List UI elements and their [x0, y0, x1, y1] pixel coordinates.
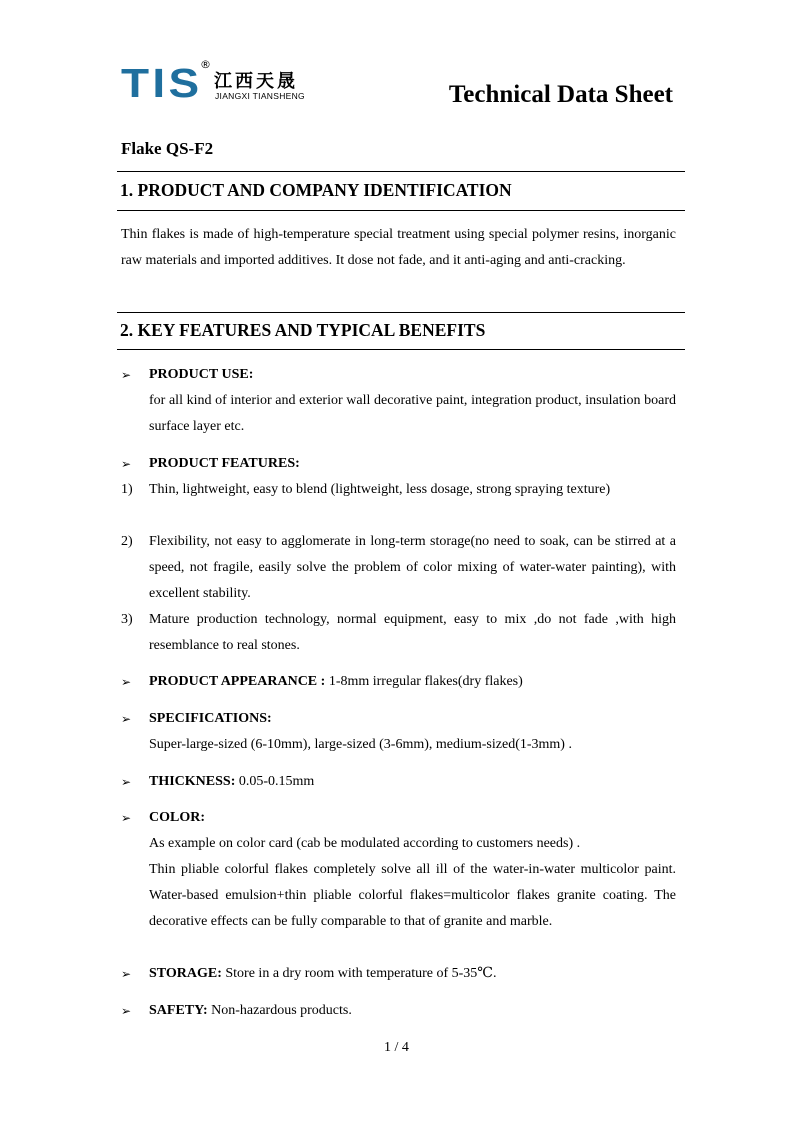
- bullet-arrow-icon: ➢: [121, 712, 132, 726]
- specifications-label: SPECIFICATIONS:: [149, 711, 272, 726]
- storage-item: [121, 961, 676, 987]
- document-title: Technical Data Sheet: [448, 81, 673, 108]
- bullet-arrow-icon: ➢: [121, 775, 132, 789]
- product-appearance-item: [121, 669, 676, 695]
- bullet-arrow-icon: ➢: [121, 967, 132, 981]
- feature-text: Flexibility, not easy to agglomerate in long-term storage(no need to soak, can be stirred at a speed, not fragile, easily solve the problem of color mixing of water-water painting), with excellent stability.: [149, 534, 676, 601]
- storage-label: STORAGE:: [149, 966, 222, 981]
- safety-label: SAFETY:: [149, 1003, 208, 1018]
- color-item: [121, 805, 676, 935]
- product-use-item: [121, 362, 676, 440]
- feature-number: 2): [121, 534, 133, 549]
- thickness-label: THICKNESS:: [149, 774, 236, 789]
- product-appearance-label: PRODUCT APPEARANCE :: [149, 674, 326, 689]
- feature-list-item: [121, 529, 676, 607]
- page-number: 1 / 4: [384, 1040, 409, 1055]
- logo-english-name: JIANGXI TIANSHENG: [215, 91, 305, 101]
- product-features-item: [121, 451, 676, 477]
- product-use-label: PRODUCT USE:: [149, 367, 254, 382]
- product-use-text: for all kind of interior and exterior wall decorative paint, integration product, insulation board surface layer etc.: [149, 393, 676, 434]
- feature-text: Thin, lightweight, easy to blend (lightweight, less dosage, strong spraying texture): [149, 482, 611, 497]
- feature-text: Mature production technology, normal equipment, easy to mix ,do not fade ,with high resemblance to real stones.: [149, 612, 676, 653]
- color-text-2: Thin pliable colorful flakes completely solve all ill of the water-in-water multicolor paint. Water-based emulsion+thin pliable colorful flakes=multicolor flakes granite coating. The decorative effects can be fully comparable to that of granite and marble.: [149, 862, 676, 929]
- color-label: COLOR:: [149, 810, 205, 825]
- feature-number: 1): [121, 482, 133, 497]
- section-1-text: Thin flakes is made of high-temperature special treatment using special polymer resins, inorganic raw materials and imported additives. It dose not fade, and it anti-aging and anti-cracking.: [121, 227, 676, 268]
- logo-letters: TIS: [121, 60, 203, 106]
- storage-text: Store in a dry room with temperature of 5-35℃.: [221, 966, 497, 981]
- color-text-1: As example on color card (cab be modulated according to customers needs) .: [149, 836, 581, 851]
- feature-list-item: [121, 477, 676, 503]
- safety-text: Non-hazardous products.: [207, 1003, 352, 1018]
- bullet-arrow-icon: ➢: [121, 368, 132, 382]
- product-features-label: PRODUCT FEATURES:: [149, 456, 300, 471]
- bullet-arrow-icon: ➢: [121, 675, 132, 689]
- thickness-item: [121, 769, 676, 795]
- feature-number: 3): [121, 612, 133, 627]
- feature-list-item: [121, 607, 676, 659]
- specifications-item: [121, 706, 676, 758]
- bullet-arrow-icon: ➢: [121, 1004, 132, 1018]
- section-2-heading: 2. KEY FEATURES AND TYPICAL BENEFITS: [117, 312, 685, 350]
- thickness-text: 0.05-0.15mm: [235, 774, 315, 789]
- bullet-arrow-icon: ➢: [121, 457, 132, 471]
- safety-item: [121, 998, 676, 1024]
- specifications-text: Super-large-sized (6-10mm), large-sized (3-6mm), medium-sized(1-3mm) .: [149, 737, 572, 752]
- logo-chinese-name: 江西天晟: [214, 71, 298, 92]
- product-name: Flake QS-F2: [121, 139, 214, 158]
- section-1-heading: 1. PRODUCT AND COMPANY IDENTIFICATION: [117, 171, 685, 211]
- bullet-arrow-icon: ➢: [121, 811, 132, 825]
- registered-mark: ®: [200, 58, 211, 71]
- product-appearance-text: 1-8mm irregular flakes(dry flakes): [325, 674, 523, 689]
